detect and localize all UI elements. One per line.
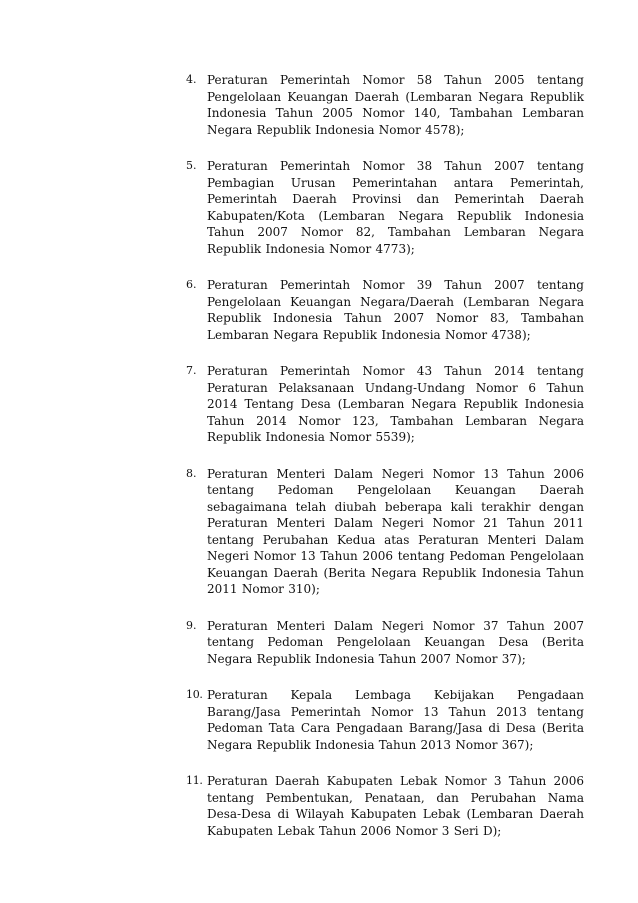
- item-text: Peraturan Pemerintah Nomor 39 Tahun 2007 tentang Pengelolaan Keuangan Negara/Daerah (Lembaran Negara Republik Indonesia Tahun 2007 Nomor 83, Tambahan Lembaran Negara Republik Indonesia Nomor 4738);: [207, 278, 584, 342]
- item-number: 6.: [186, 278, 197, 291]
- list-item: [186, 363, 584, 446]
- list-item: [186, 773, 584, 839]
- list-item: [186, 72, 584, 138]
- item-number: 8.: [186, 466, 197, 480]
- item-number: 11.: [186, 774, 203, 787]
- item-number: 4.: [186, 73, 197, 86]
- list-item: [186, 466, 584, 598]
- list-item: [186, 687, 584, 753]
- item-number: 7.: [186, 364, 197, 377]
- item-text: Peraturan Pemerintah Nomor 58 Tahun 2005 tentang Pengelolaan Keuangan Daerah (Lembaran Negara Republik Indonesia Tahun 2005 Nomor 140, Tambahan Lembaran Negara Republik Indonesia Nomor 4578);: [207, 73, 584, 137]
- regulation-list: [186, 72, 584, 859]
- item-text: Peraturan Menteri Dalam Negeri Nomor 13 Tahun 2006 tentang Pedoman Pengelolaan Keuangan Daerah sebagaimana telah diubah beberapa kali terakhir dengan Peraturan Menteri Dalam Negeri Nomor 21 Tahun 2011 tentang Perubahan Kedua atas Peraturan Menteri Dalam Negeri Nomor 13 Tahun 2006 tentang Pedoman Pengelolaan Keuangan Daerah (Berita Negara Republik Indonesia Tahun 2011 Nomor 310);: [207, 466, 584, 596]
- item-text: Peraturan Kepala Lembaga Kebijakan Pengadaan Barang/Jasa Pemerintah Nomor 13 Tahun 2013 tentang Pedoman Tata Cara Pengadaan Barang/Jasa di Desa (Berita Negara Republik Indonesia Tahun 2013 Nomor 367);: [207, 688, 584, 752]
- list-item: [186, 158, 584, 257]
- item-text: Peraturan Daerah Kabupaten Lebak Nomor 3 Tahun 2006 tentang Pembentukan, Penataan, dan Perubahan Nama Desa-Desa di Wilayah Kabupaten Lebak (Lembaran Daerah Kabupaten Lebak Tahun 2006 Nomor 3 Seri D);: [207, 774, 584, 838]
- item-text: Peraturan Pemerintah Nomor 43 Tahun 2014 tentang Peraturan Pelaksanaan Undang-Undang Nomor 6 Tahun 2014 Tentang Desa (Lembaran Negara Republik Indonesia Tahun 2014 Nomor 123, Tambahan Lembaran Negara Republik Indonesia Nomor 5539);: [207, 364, 584, 444]
- item-text: Peraturan Menteri Dalam Negeri Nomor 37 Tahun 2007 tentang Pedoman Pengelolaan Keuangan Desa (Berita Negara Republik Indonesia Tahun 2007 Nomor 37);: [207, 618, 584, 666]
- list-item: [186, 618, 584, 668]
- list-item: [186, 277, 584, 343]
- item-number: 10.: [186, 688, 203, 701]
- item-number: 5.: [186, 159, 197, 172]
- item-number: 9.: [186, 618, 197, 632]
- item-text: Peraturan Pemerintah Nomor 38 Tahun 2007 tentang Pembagian Urusan Pemerintahan antara Pemerintah, Pemerintah Daerah Provinsi dan Pemerintah Daerah Kabupaten/Kota (Lembaran Negara Republik Indonesia Tahun 2007 Nomor 82, Tambahan Lembaran Negara Republik Indonesia Nomor 4773);: [207, 159, 584, 256]
